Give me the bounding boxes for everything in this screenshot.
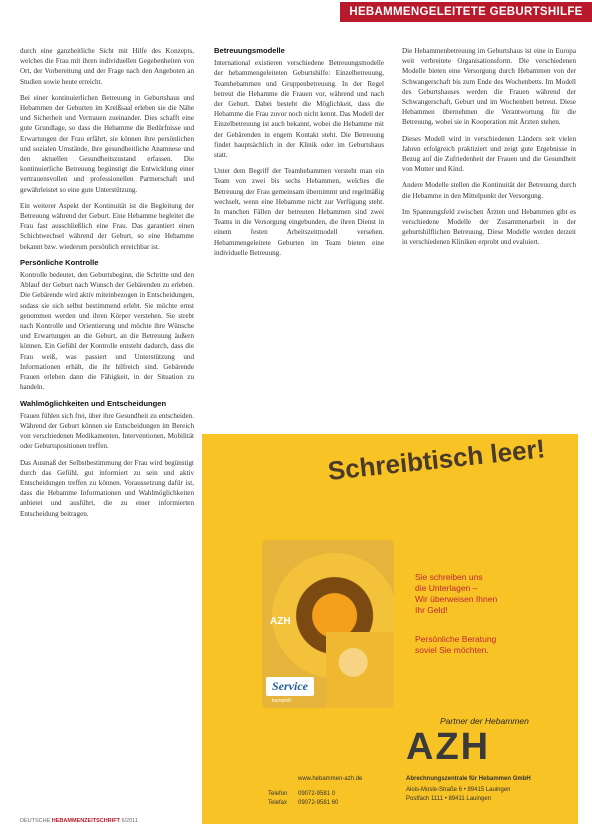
paragraph: Frauen fühlen sich frei, über ihre Gesundheit zu entscheiden. Während der Geburt können sie Entscheidungen im Bereich von verschiedenen Medikamenten, Interventionen, Mobilität oder Geburtspositionen treffen. <box>20 411 194 451</box>
subheading-persoenliche-kontrolle: Persönliche Kontrolle <box>20 257 99 267</box>
ad-contact-phone <box>268 790 338 808</box>
paragraph: Andere Modelle stellen die Kontinuität der Betreuung durch die Hebamme in den Mittelpunkt der Versorgung. <box>402 181 576 200</box>
fax-number: 09072-9581 60 <box>298 800 339 806</box>
tel-number[interactable]: 09072-9581 0 <box>298 791 336 797</box>
ad-address-line: Alois-Mosle-Straße 6 • 89415 Lauingen <box>406 787 511 793</box>
paragraph: Unter dem Begriff der Teamhebammen versteht man ein Team von zwei bis sechs Hebammen, welches die Betreuung der Frau gemeinsam übernimmt und regelmäßig wechselt, wenn eine Hebamme nicht zur Verfügung steht. In manchen Fällen der betreuten Hebammen sind zwei Teams in die Versorgung eingebunden, die ihren Dienst in einem festen Arbeitszeitmodell versehen. Hebammengeleitete Geburten im Team bieten eine individuelle Betreuung. <box>214 167 384 257</box>
ad-partner-tagline: Partner der Hebammen <box>440 716 529 726</box>
card-service-sub: komplett <box>272 698 291 704</box>
ad-line: die Unterlagen – <box>415 583 478 593</box>
column-2 <box>214 46 384 264</box>
footer-pub: DEUTSCHE <box>20 818 51 824</box>
azh-advertisement[interactable] <box>202 434 578 824</box>
card-service-label: Service <box>266 677 314 696</box>
ad-message-1 <box>415 572 497 616</box>
ad-line: Wir überweisen Ihnen <box>415 594 498 604</box>
sunflower-icon <box>326 632 394 708</box>
service-card-image <box>262 540 394 708</box>
footer-pub-bold: HEBAMMENZEITSCHRIFT <box>51 818 120 824</box>
paragraph: Kontrolle bedeutet, den Geburtsbeginn, die Schritte und den Ablauf der Geburt nach Wunsch der Gebärenden zu erleben. Die Gebärende wird aktiv miteinbezogen in Entscheidungen, sodass sie sich selbst bestimmend erlebt. Sie möchte ernst genommen werden und ihren Körper verstehen. Sie strebt nach Kontrolle und Orientierung und möchte ihre Wünsche und Erwartungen an die Geburt, an die Betreuung äußern können. Ein Gefühl der Kontrolle entsteht dadurch, dass die Frau weiß, was passiert und Unterstützung und Informationen erhält, die ihr hilfreich sind. Gebärende Frauen erleben dann die Fähigkeit, in der Situation zu handeln. <box>20 271 194 392</box>
ad-address <box>406 786 511 804</box>
paragraph: Im Spannungsfeld zwischen Ärzten und Hebammen gibt es verschiedene Modelle der Zusammenarbeit in der geburtshilflichen Betreuung. Diese Modelle werden derzeit in verschiedenen Kliniken erprobt und evaluiert. <box>402 207 576 247</box>
ad-line: Persönliche Beratung <box>415 634 497 644</box>
paragraph: Dieses Modell wird in verschiedenen Ländern seit vielen Jahren erfolgreich praktiziert und zeigt gute Ergebnisse in Bezug auf die Zufriedenheit der Frauen und die Gesundheit von Mutter und Kind. <box>402 134 576 174</box>
ad-line: Ihr Geld! <box>415 605 448 615</box>
paragraph: Bei einer kontinuierlichen Betreuung in Geburtshaus und Hebammen der Geburten im Kreißsaal erleben sie die Nähe und Sicherheit und Vertrauen zueinander. Dies schafft eine gute Grundlage, so dass die Hebamme die Bedürfnisse und Erwartungen der Frau erfährt, sie können ihre persönlichen und sozialen Umstände, ihre gesundheitliche Anamnese und den aktuellen Gesundheitszustand erfassen. Die kontinuierliche Betreuung begünstigt die Entwicklung einer vertrauensvollen und professionellen Partnerschaft und gewährleistet so eine gute Unterstützung. <box>20 93 194 194</box>
subheading-betreuungsmodelle: Betreuungsmodelle <box>214 46 285 55</box>
fax-label: Telefax <box>268 800 288 806</box>
ad-website-link[interactable]: www.hebammen-azh.de <box>298 776 363 782</box>
page-footer <box>20 818 138 824</box>
footer-issue: 6/2011 <box>121 818 138 824</box>
ad-headline: Schreibtisch leer! <box>326 433 547 486</box>
azh-logo: AZH <box>406 726 491 768</box>
paragraph: International existieren verschiedene Betreuungsmodelle der hebammengeleiteten Geburtshilfe: Einzelbetreuung, Teamhebammen und Gruppenbetreuung. In der Regel betreut die Hebamme die Frauen vor, während und nach der Geburt. Dabei besteht die Möglichkeit, dass die Hebamme die Frau zuvor noch nicht kennt. Das Modell der Einzelbetreuung ist auch bekannt, wobei die Hebamme mit der Gebärenden in engem Kontakt steht. Die Betreuung findet hauptsächlich in der Klinik oder im Geburtshaus statt. <box>214 59 384 160</box>
tel-label: Telefon <box>268 791 288 797</box>
section-header: HEBAMMENGELEITETE GEBURTSHILFE <box>340 2 592 22</box>
ad-address-line: Postfach 1111 • 89411 Lauingen <box>406 796 492 802</box>
paragraph: Die Hebammenbetreuung im Geburtshaus ist eine in Europa weit verbreitete Organisationsform. Die verschiedenen Modelle bieten eine Versorgung durch Hebammen von der Schwangerschaft bis zum Ende des Wochenbetts. Im Modell des Geburtshauses werden die Frauen während der Schwangerschaft, Geburt und im Wochenbett betreut. Diese Hebammen übernehmen die Verantwortung für die Betreuung, wobei sie in Kooperation mit Ärzten stehen. <box>402 47 576 127</box>
column-3 <box>402 46 576 254</box>
subheading-wahlmoeglichkeiten: Wahlmöglichkeiten und Entscheidungen <box>20 398 167 408</box>
paragraph: Ein weiterer Aspekt der Kontinuität ist die Begleitung der Betreuung während der Geburt. Eine Hebamme begleitet die Frau fast ausschließlich eine Frau. Das garantiert einen Schichtwechsel während der Geburt, so eine Hebamme bekannt bzw. wiederum persönlich erreichbar ist. <box>20 201 194 251</box>
paragraph: durch eine ganzheitliche Sicht mit Hilfe des Konzepts, welches die Frau mit ihren individuellen Gegebenheiten von Ort, der Vorbereitung und der Frage nach den Angeboten an Studien sowie heute erreicht. <box>20 47 194 86</box>
ad-line: soviel Sie möchten. <box>415 645 489 655</box>
ad-message-2 <box>415 634 496 656</box>
ad-company-name: Abrechnungszentrale für Hebammen GmbH <box>406 776 531 782</box>
column-1 <box>20 46 194 525</box>
card-brand: AZH <box>270 616 291 627</box>
ad-line: Sie schreiben uns <box>415 572 483 582</box>
paragraph: Das Ausmaß der Selbstbestimmung der Frau wird begünstigt durch das Gefühl, gut informiert zu sein und aktiv Entscheidungen treffen zu können. Voraussetzung dafür ist, dass die Hebamme Informationen und Wahlmöglichkeiten anbietet und ausführt, die zu einer informierten Entscheidung beitragen. <box>20 458 194 518</box>
